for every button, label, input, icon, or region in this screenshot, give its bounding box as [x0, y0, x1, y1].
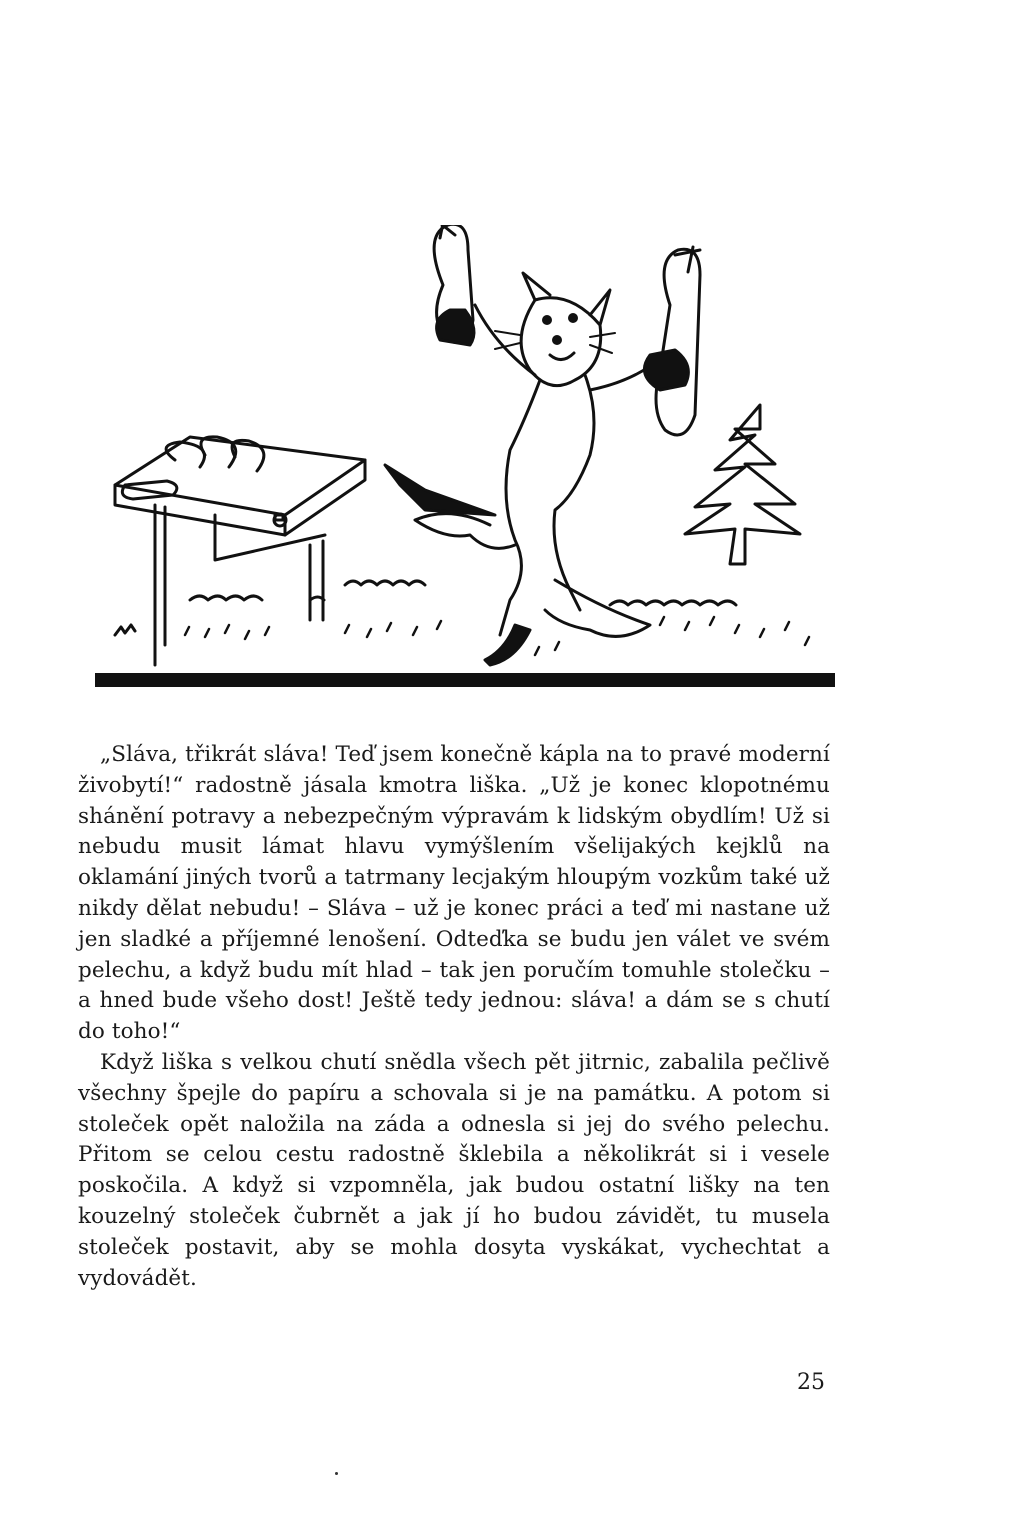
speck-mark — [335, 1472, 338, 1475]
paragraph-2: Když liška s velkou chutí snědla všech pět jitrnic, zabalila pečlivě všechny špejle do papíru a schovala si je na památku. A potom si stoleček opět naložila na záda a odnesla si jej do svého pelechu. Přitom se celou cestu radostně šklebila a několikrát si i vesele poskočila. A když si vzpomněla, jak budou ostatní lišky na ten kouzelný stoleček čubrnět a jak jí ho budou závidět, tu musela stoleček postavit, aby se mohla dosyta vyskákat, vychechtat a vydovádět. — [78, 1049, 830, 1291]
dancing-fox-with-sausages-icon — [95, 225, 835, 700]
page-number: 25 — [797, 1370, 825, 1395]
illustration — [95, 225, 835, 700]
paragraph-1: „Sláva, třikrát sláva! Teď jsem konečně kápla na to pravé moderní živobytí!“ radostně jásala kmotra liška. „Už je konec klopotnému shánění potravy a nebezpečným výpravám k lidským obydlím! Už si nebudu musit lámat hlavu vymýšlením všelijakých kejklů na oklamání jiných tvorů a tatrmany lecjakým hloupým vozkům také už nikdy dělat nebudu! – Sláva – už je konec práci a teď mi nastane už jen sladké a příjemné lenošení. Odteďka se budu jen válet ve svém pelechu, a když budu mít hlad – tak jen poručím tomuhle stolečku – a hned bude všeho dost! Ještě tedy jednou: sláva! a dám se s chutí do toho!“ — [78, 742, 830, 1045]
body-text — [78, 740, 830, 1294]
